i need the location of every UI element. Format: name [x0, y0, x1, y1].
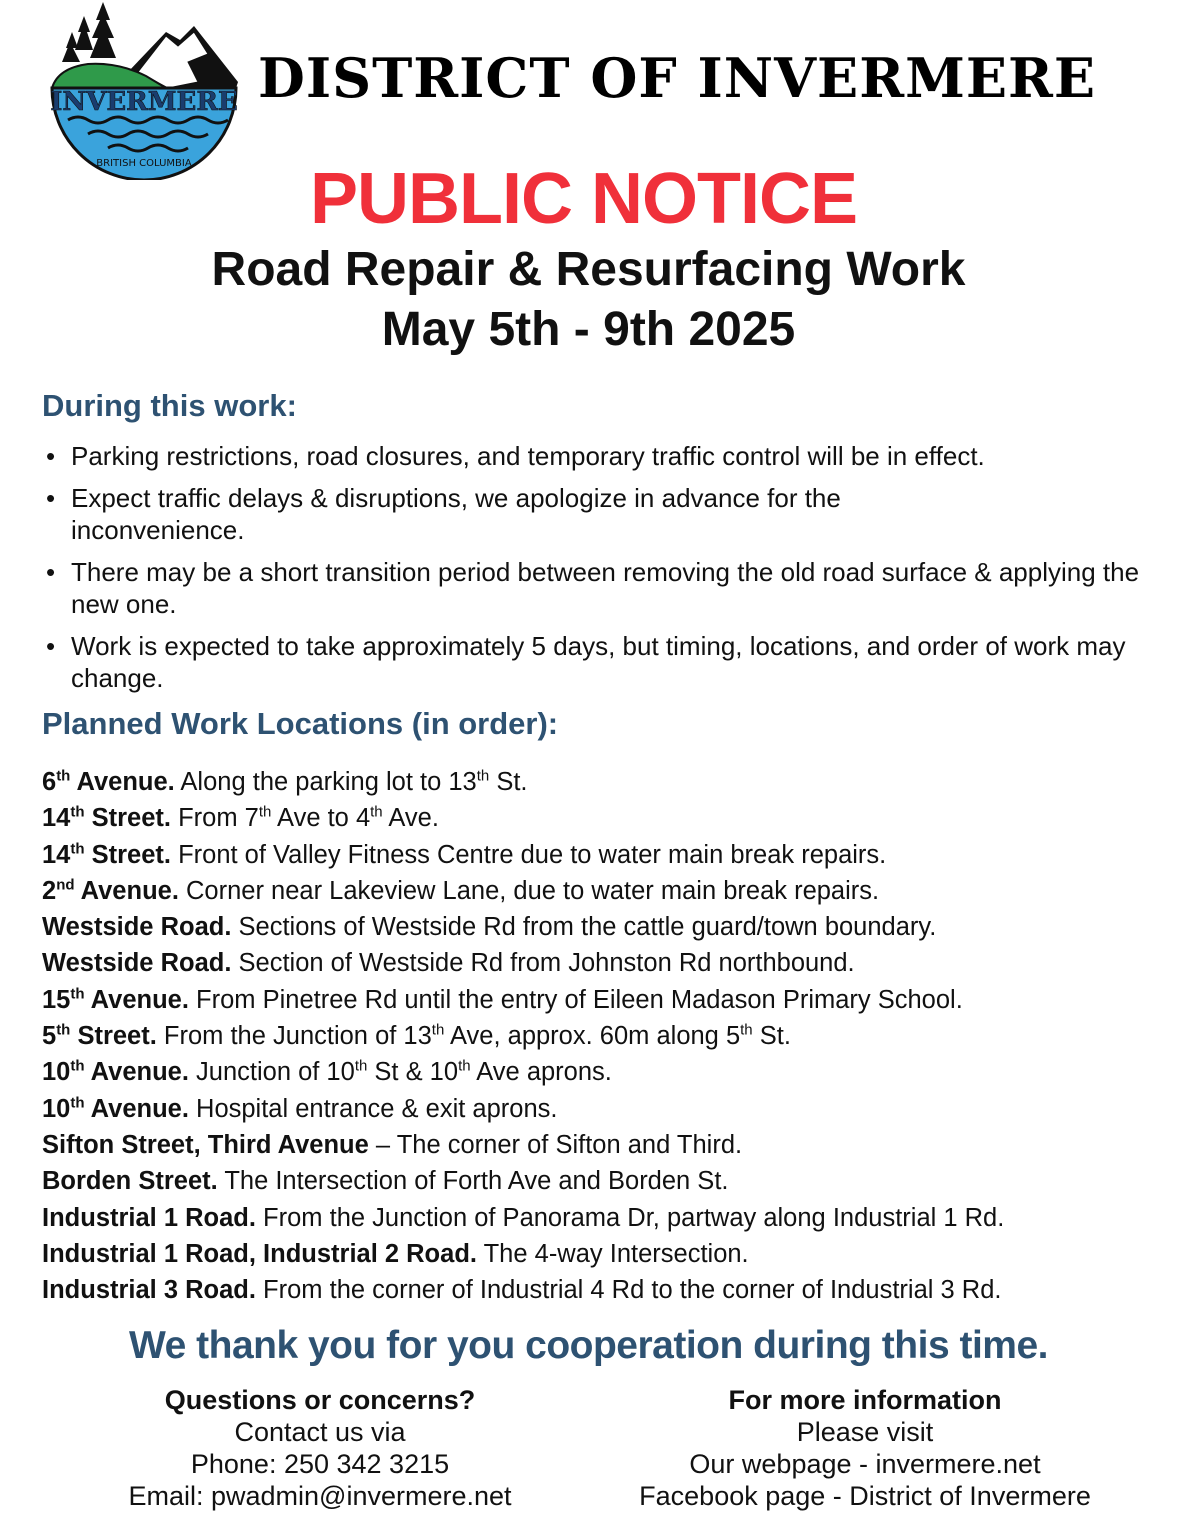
district-title: DISTRICT OF INVERMERE [258, 46, 1097, 110]
location-description: The 4-way Intersection. [476, 1239, 749, 1268]
location-name: Industrial 3 Road. [42, 1276, 256, 1305]
location-item [42, 837, 1182, 873]
location-name: Sifton Street, Third Avenue [42, 1130, 369, 1159]
location-description: The Intersection of Forth Ave and Borden St. [217, 1167, 729, 1196]
location-name: 10th Avenue. [42, 1057, 189, 1087]
location-name: Westside Road. [42, 913, 232, 942]
location-name: Industrial 1 Road, Industrial 2 Road. [42, 1239, 477, 1268]
location-item [42, 1018, 1182, 1054]
location-name: 10th Avenue. [42, 1094, 189, 1123]
notice-dates: May 5th - 9th 2025 [381, 303, 796, 356]
list-item: • Parking restrictions, road closures, and temporary traffic control will be in effect. [44, 440, 1164, 472]
location-name: 2nd Avenue. [42, 876, 179, 905]
location-item [42, 945, 1182, 981]
locations-list [42, 764, 1182, 1308]
location-description: Front of Valley Fitness Centre due to water main break repairs. [171, 840, 887, 869]
info-heading: For more information [728, 1385, 1002, 1415]
location-description: – The corner of Sifton and Third. [368, 1130, 743, 1159]
logo-emblem-icon [48, 2, 240, 180]
notice-subtitle: Road Repair & Resurfacing Work [211, 243, 966, 296]
location-name: Westside Road. [42, 949, 232, 978]
location-description: Junction of 10th St & 10th Ave aprons. [188, 1057, 612, 1087]
location-description: From the corner of Industrial 4 Rd to the corner of Industrial 3 Rd. [255, 1276, 1002, 1305]
location-item [42, 1054, 1182, 1090]
location-description: Along the parking lot to 13th St. [174, 767, 528, 796]
svg-text:INVERMERE: INVERMERE [50, 87, 238, 117]
location-description: Hospital entrance & exit aprons. [188, 1094, 558, 1123]
info-intro: Please visit [796, 1417, 934, 1447]
location-name: Borden Street. [42, 1167, 218, 1196]
list-item: • Work is expected to take approximately 5 days, but timing, locations, and order of work may change. [44, 630, 1161, 694]
location-name: 14th Street. [42, 803, 171, 833]
thank-you-message: We thank you for you cooperation during this time. [129, 1324, 1048, 1367]
list-item: • There may be a short transition period between removing the old road surface & applying the new one. [44, 556, 1164, 620]
location-description: From the Junction of 13th Ave, approx. 60m along 5th St. [156, 1021, 791, 1051]
contact-phone: Phone: 250 342 3215 [190, 1449, 450, 1479]
location-item [42, 873, 1182, 909]
contact-intro: Contact us via [234, 1417, 406, 1447]
location-description: Section of Westside Rd from Johnston Rd northbound. [231, 949, 855, 978]
location-item [42, 909, 1182, 945]
location-description: From 7th Ave to 4th Ave. [171, 803, 439, 833]
location-item [42, 982, 1182, 1018]
locations-heading: Planned Work Locations (in order): [42, 706, 559, 741]
location-item [42, 1163, 1182, 1199]
during-heading: During this work: [42, 388, 297, 423]
location-name: 15th Avenue. [42, 985, 189, 1014]
location-name: Industrial 1 Road. [42, 1203, 256, 1232]
location-name: 5th Street. [42, 1021, 157, 1051]
location-item [42, 764, 1182, 800]
location-item [42, 1127, 1182, 1163]
contact-heading: Questions or concerns? [164, 1385, 476, 1415]
location-item [42, 1236, 1182, 1272]
public-notice-title: PUBLIC NOTICE [309, 159, 857, 239]
invermere-logo [48, 2, 240, 180]
contact-section [90, 1384, 550, 1512]
info-facebook: Facebook page - District of Invermere [639, 1481, 1091, 1511]
location-description: From Pinetree Rd until the entry of Eileen Madason Primary School. [188, 985, 963, 1014]
location-item [42, 1200, 1182, 1236]
location-description: From the Junction of Panorama Dr, partway along Industrial 1 Rd. [255, 1203, 1005, 1232]
during-list [44, 440, 1164, 704]
location-item [42, 1091, 1182, 1127]
info-webpage: Our webpage - invermere.net [689, 1449, 1041, 1479]
location-name: 6th Avenue. [42, 767, 175, 796]
location-item [42, 1272, 1182, 1308]
location-description: Corner near Lakeview Lane, due to water main break repairs. [178, 876, 880, 905]
location-name: 14th Street. [42, 840, 171, 869]
location-description: Sections of Westside Rd from the cattle guard/town boundary. [231, 913, 937, 942]
svg-text:BRITISH COLUMBIA: BRITISH COLUMBIA [96, 158, 192, 169]
location-item [42, 800, 1182, 836]
info-section [590, 1384, 1140, 1512]
list-item: • Expect traffic delays & disruptions, we apologize in advance for the inconvenience. [44, 482, 1001, 546]
contact-email: Email: pwadmin@invermere.net [128, 1481, 512, 1511]
